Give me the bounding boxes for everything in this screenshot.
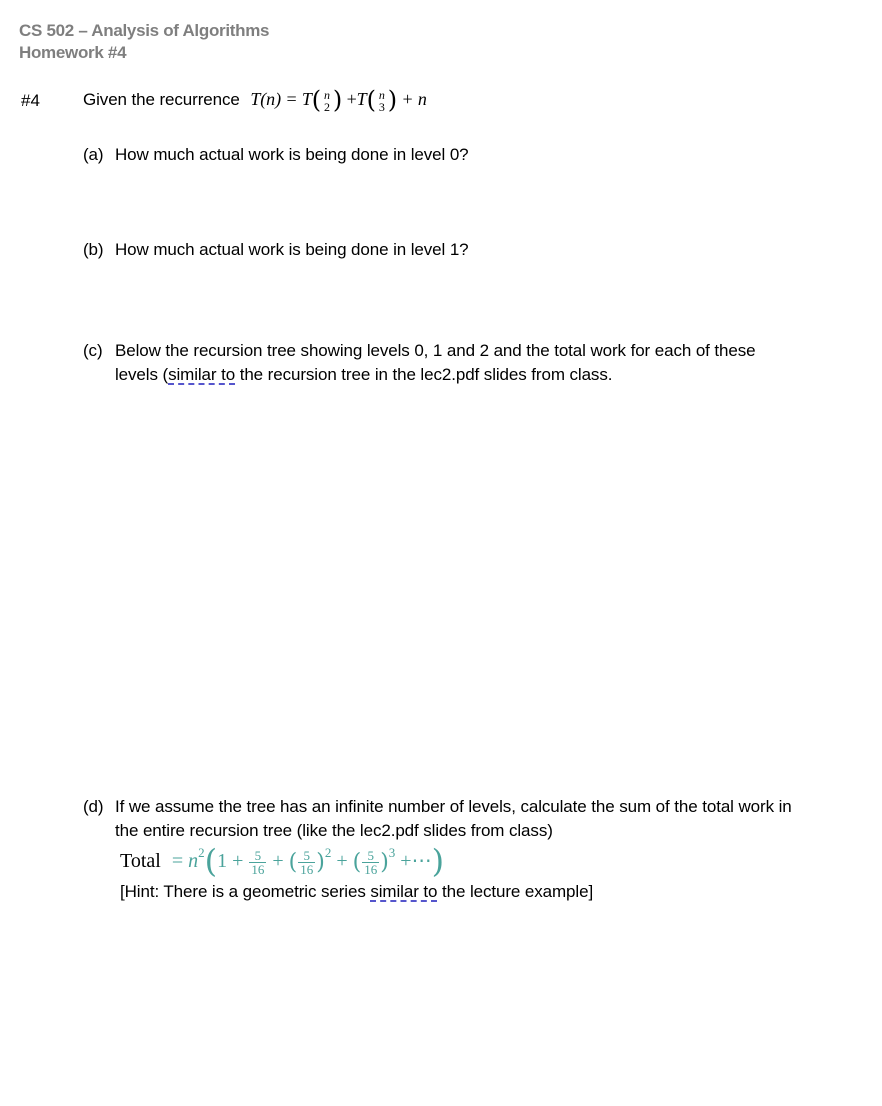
part-b-text: How much actual work is being done in level 1? [115,240,469,259]
hint-line: [Hint: There is a geometric series similar to the lecture example] [120,882,594,901]
recurrence-lhs: T(n) = [250,89,298,109]
part-d-line1: If we assume the tree has an infinite number of levels, calculate the sum of the total work in [115,797,792,816]
recurrence-term-1: T [301,89,312,109]
part-a-label: (a) [83,145,104,164]
total-formula: Total = $n^2(1$ + $\frac{5}{16}$ + ( $\frac{5}{16}$ )$^2$ + ( $\frac{5}{16}$ )$^3$ +⋯) [120,842,445,880]
fraction-n-over-2: n 2 [324,87,330,114]
part-a-text: How much actual work is being done in level 0? [115,145,469,164]
fraction-n-over-3: n 3 [378,87,385,114]
recurrence-tail: + n [401,89,427,109]
spellcheck-underline: similar to [168,365,236,384]
part-c-line2: levels (similar to the recursion tree in the lec2.pdf slides from class. [115,365,613,384]
recurrence-formula: T(n) = T( n 2 ) +T( n 3 ) + n [250,86,427,114]
part-d-label: (d) [83,797,104,816]
course-title: CS 502 – Analysis of Algorithms [19,21,270,40]
part-c-label: (c) [83,341,103,360]
part-d-line2: the entire recursion tree (like the lec2.pdf slides from class) [115,821,553,840]
total-label: Total [120,850,161,872]
recurrence-line [83,88,427,113]
problem-number: #4 [21,91,40,110]
part-c-line1: Below the recursion tree showing levels 0, 1 and 2 and the total work for each of these [115,341,756,360]
spellcheck-underline: similar to [370,882,438,901]
recurrence-intro: Given the recurrence [83,90,240,109]
part-b-label: (b) [83,240,104,259]
homework-title: Homework #4 [19,43,127,62]
fraction-5-over-16: $\frac{5}{16}$ [251,847,265,877]
recurrence-term-2: T [356,89,367,109]
